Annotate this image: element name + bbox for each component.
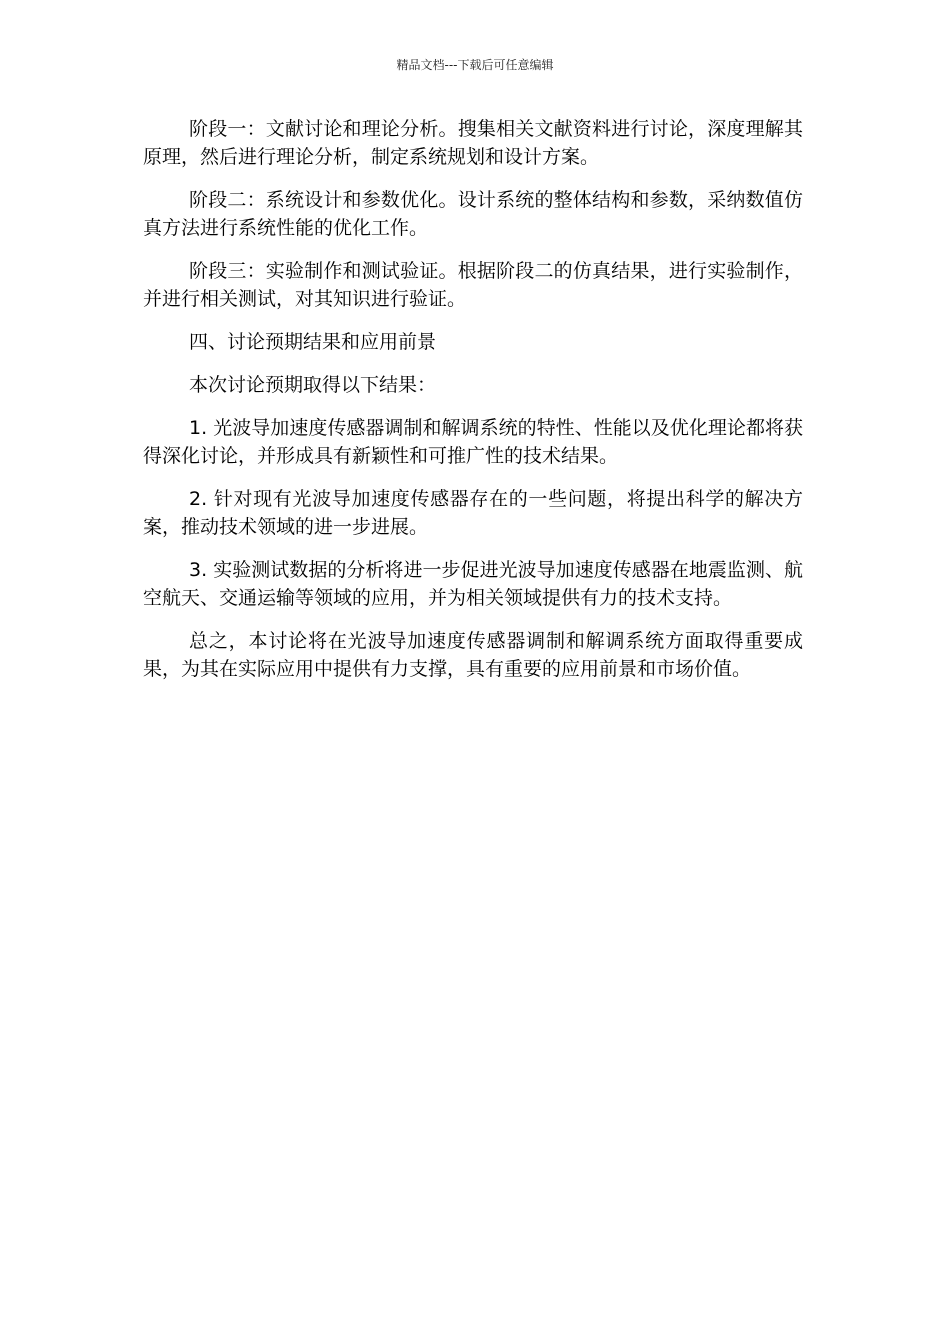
page-header: 精品文档---下载后可任意编辑 — [396, 58, 554, 72]
paragraph-stage-three: 阶段三：实验制作和测试验证。根据阶段二的仿真结果，进行实验制作，并进行相关测试，对其知识进行验证。 — [143, 260, 803, 310]
section-heading-expected-results: 四、讨论预期结果和应用前景 — [189, 331, 437, 353]
list-item-result-3: 3. 实验测试数据的分析将进一步促进光波导加速度传感器在地震监测、航空航天、交通运输等领域的应用，并为相关领域提供有力的技术支持。 — [143, 559, 803, 609]
paragraph-stage-one: 阶段一：文献讨论和理论分析。搜集相关文献资料进行讨论，深度理解其原理，然后进行理论分析，制定系统规划和设计方案。 — [143, 118, 803, 168]
paragraph-results-intro: 本次讨论预期取得以下结果： — [189, 374, 437, 396]
list-item-result-1: 1. 光波导加速度传感器调制和解调系统的特性、性能以及优化理论都将获得深化讨论，并形成具有新颖性和可推广性的技术结果。 — [143, 417, 803, 467]
paragraph-conclusion: 总之，本讨论将在光波导加速度传感器调制和解调系统方面取得重要成果，为其在实际应用中提供有力支撑，具有重要的应用前景和市场价值。 — [143, 630, 803, 680]
list-item-result-2: 2. 针对现有光波导加速度传感器存在的一些问题，将提出科学的解决方案，推动技术领域的进一步进展。 — [143, 488, 803, 538]
paragraph-stage-two: 阶段二：系统设计和参数优化。设计系统的整体结构和参数，采纳数值仿真方法进行系统性能的优化工作。 — [143, 189, 803, 239]
document-body — [143, 115, 803, 698]
